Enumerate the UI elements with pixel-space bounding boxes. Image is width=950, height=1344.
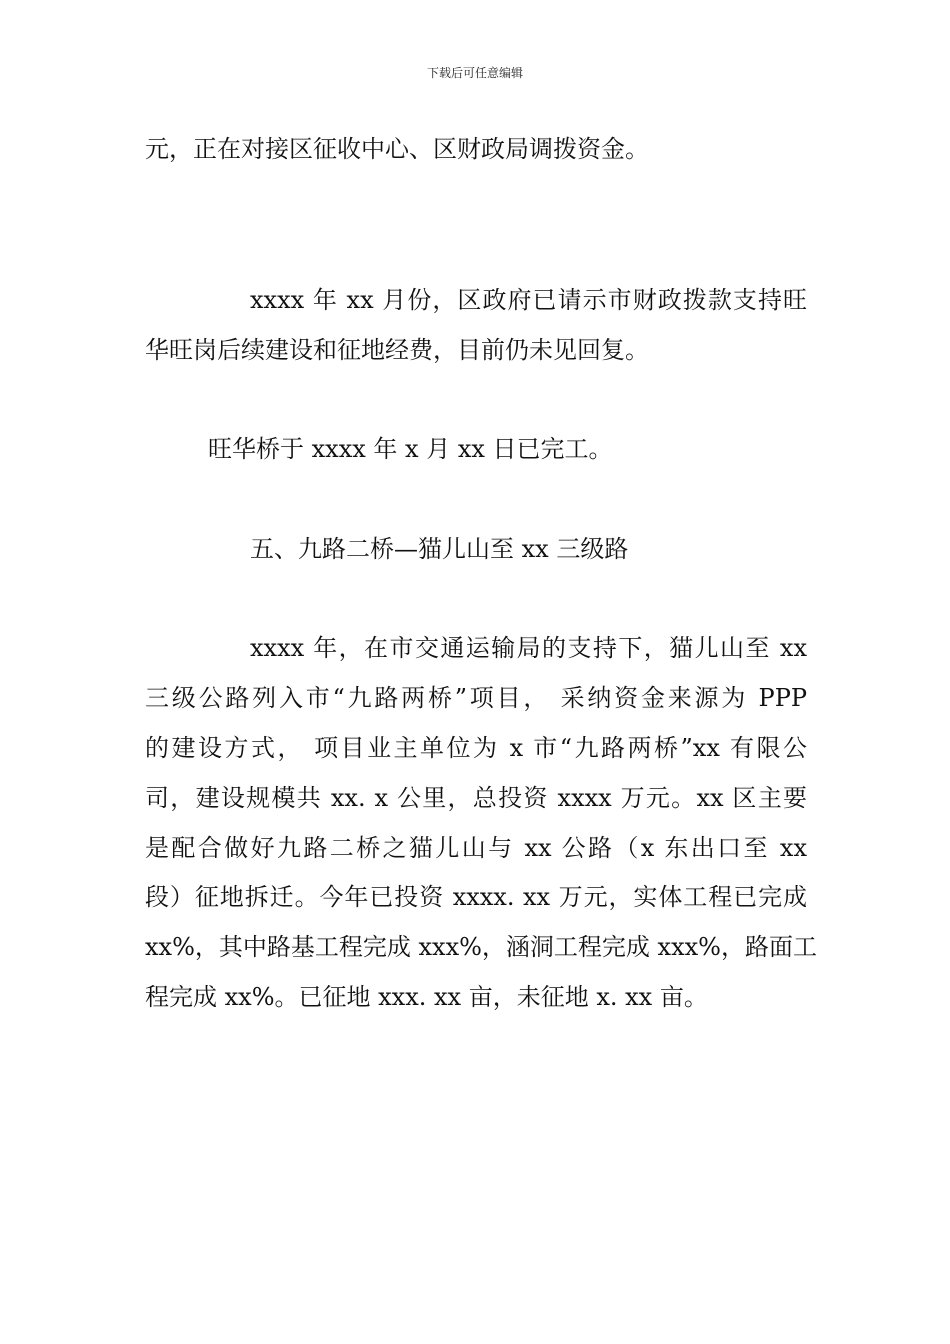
paragraph-line: 司，建设规模共 xx. x 公里，总投资 xxxx 万元。xx 区主要 [145, 784, 807, 812]
page-header: 下载后可任意编辑 [426, 66, 523, 80]
section-heading: 五、九路二桥—猫儿山至 xx 三级路 [250, 535, 629, 563]
paragraph-line: 段）征地拆迁。今年已投资 xxxx. xx 万元，实体工程已完成 [145, 883, 807, 911]
paragraph-line: 元，正在对接区征收中心、区财政局调拨资金。 [145, 135, 649, 163]
paragraph-line: xx%，其中路基工程完成 xxx%，涵洞工程完成 xxx%，路面工 [145, 933, 817, 961]
paragraph-line: xxxx 年，在市交通运输局的支持下，猫儿山至 xx [250, 634, 807, 662]
paragraph-line: 旺华桥于 xxxx 年 x 月 xx 日已完工。 [208, 435, 613, 463]
paragraph-line: 三级公路列入市“九路两桥”项目， 采纳资金来源为 PPP [145, 684, 807, 712]
paragraph-line: 的建设方式， 项目业主单位为 x 市“九路两桥”xx 有限公 [145, 734, 807, 762]
paragraph-line: 是配合做好九路二桥之猫儿山与 xx 公路（x 东出口至 xx [145, 834, 807, 862]
paragraph-line: xxxx 年 xx 月份，区政府已请示市财政拨款支持旺 [250, 286, 807, 314]
paragraph-line: 华旺岗后续建设和征地经费，目前仍未见回复。 [145, 336, 649, 364]
paragraph-line: 程完成 xx%。已征地 xxx. xx 亩，未征地 x. xx 亩。 [145, 983, 708, 1011]
